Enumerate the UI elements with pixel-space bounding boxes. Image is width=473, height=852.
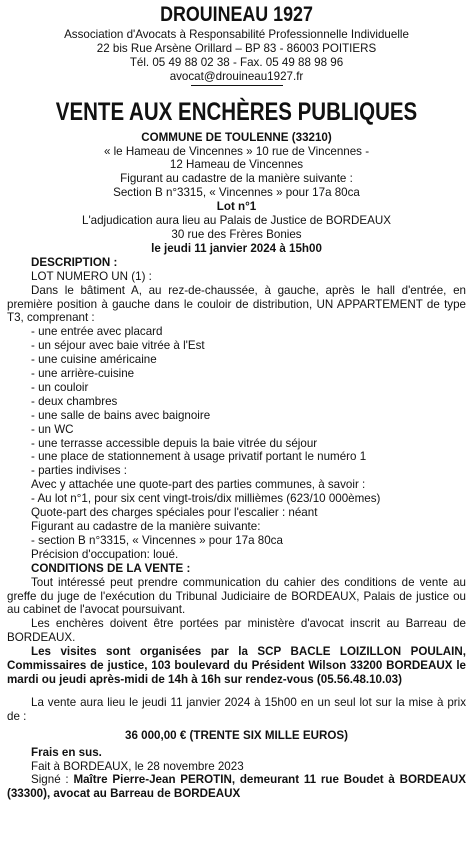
description-item: Quote-part des charges spéciales pour l'escalier : néant — [31, 506, 318, 520]
cadastre-line-1: Figurant au cadastre de la manière suivante : — [120, 172, 353, 186]
description-heading: DESCRIPTION : — [31, 255, 118, 269]
description-item: - une terrasse accessible depuis la baie vitrée du séjour — [31, 436, 318, 450]
description-lot: LOT NUMERO UN (1) : — [31, 269, 152, 283]
address-line-1: « le Hameau de Vincennes » 10 rue de Vincennes - — [103, 144, 370, 158]
description-item: - une arrière-cuisine — [31, 367, 135, 381]
visits-paragraph: Les visites sont organisées par la SCP BACLE LOIZILLON POULAIN, Commissaires de justice, 103 boulevard du Président Wilson 33200 BORDEAUX le mardi ou jeudi après-midi de 14h à 16h sur rendez-vous (05.56.48.10.03) — [7, 645, 466, 686]
description-item: - Au lot n°1, pour six cent vingt-trois/dix millièmes (623/10 000èmes) — [31, 492, 381, 506]
firm-email: avocat@drouineau1927.fr — [169, 69, 304, 83]
description-item: Avec y attachée une quote-part des parties communes, à savoir : — [31, 478, 366, 492]
firm-address: 22 bis Rue Arsène Orillard – BP 83 - 86003 POITIERS — [96, 41, 377, 55]
description-item: - une place de stationnement à usage privatif portant le numéro 1 — [31, 450, 367, 464]
firm-description: Association d'Avocats à Responsabilité Professionnelle Individuelle — [64, 28, 409, 41]
notice-title: VENTE AUX ENCHÈRES PUBLIQUES — [55, 97, 418, 126]
description-item: Figurant au cadastre de la manière suivante: — [31, 520, 261, 533]
adjudication-date: le jeudi 11 janvier 2024 à 15h00 — [151, 241, 322, 255]
conditions-paragraph-2: Les enchères doivent être portées par ministère d'avocat inscrit au Barreau de BORDEAUX. — [7, 617, 466, 645]
description-item: - une salle de bains avec baignoire — [31, 408, 211, 422]
description-item: - un WC — [31, 422, 74, 436]
description-item: - une cuisine américaine — [31, 353, 157, 367]
conditions-paragraph-1: Tout intéressé peut prendre communication du cahier des conditions de vente au greffe du juge de l'exécution du Tribunal Judiciaire de BORDEAUX, Palais de justice ou au cabinet de l'avocat poursuivant. — [7, 575, 466, 617]
lot-number: Lot n°1 — [216, 200, 257, 214]
starting-price: 36 000,00 € (TRENTE SIX MILLE EUROS) — [125, 728, 348, 742]
conditions-heading: CONDITIONS DE LA VENTE : — [31, 561, 191, 575]
signature — [7, 773, 466, 801]
adjudication-place: L'adjudication aura lieu au Palais de Justice de BORDEAUX — [82, 214, 391, 228]
address-line-2: 12 Hameau de Vincennes — [169, 158, 304, 172]
description-item: - un séjour avec baie vitrée à l'Est — [31, 339, 205, 353]
divider — [191, 85, 283, 86]
signature-name: Maître Pierre-Jean PEROTIN, demeurant 11 rue Boudet à BORDEAUX (33300), avocat au Barreau de BORDEAUX — [7, 773, 466, 801]
description-item: - section B n°3315, « Vincennes » pour 17a 80ca — [31, 533, 283, 547]
fees-note: Frais en sus. — [31, 745, 102, 759]
commune: COMMUNE DE TOULENNE (33210) — [141, 130, 332, 144]
firm-phone-fax: Tél. 05 49 88 02 38 - Fax. 05 49 88 98 96 — [129, 55, 344, 69]
description-paragraph: Dans le bâtiment A, au rez-de-chaussée, à gauche, après le hall d'entrée, en première position à gauche dans le couloir de distribution, UN APPARTEMENT de type T3, comprenant : — [7, 283, 466, 325]
firm-name: DROUINEAU 1927 — [160, 3, 313, 26]
cadastre-line-2: Section B n°3315, « Vincennes » pour 17a 80ca — [113, 186, 360, 200]
description-item: - une entrée avec placard — [31, 325, 163, 339]
description-item: Précision d'occupation: loué. — [31, 547, 179, 561]
description-item: - parties indivises : — [31, 464, 128, 478]
adjudication-street: 30 rue des Frères Bonies — [171, 227, 302, 241]
signature-date: Fait à BORDEAUX, le 28 novembre 2023 — [31, 759, 244, 773]
sale-paragraph: La vente aura lieu le jeudi 11 janvier 2024 à 15h00 en un seul lot sur la mise à prix de : — [7, 695, 466, 723]
signature-prefix: Signé : — [31, 773, 74, 787]
description-item: - un couloir — [31, 380, 89, 394]
description-item: - deux chambres — [31, 394, 118, 408]
